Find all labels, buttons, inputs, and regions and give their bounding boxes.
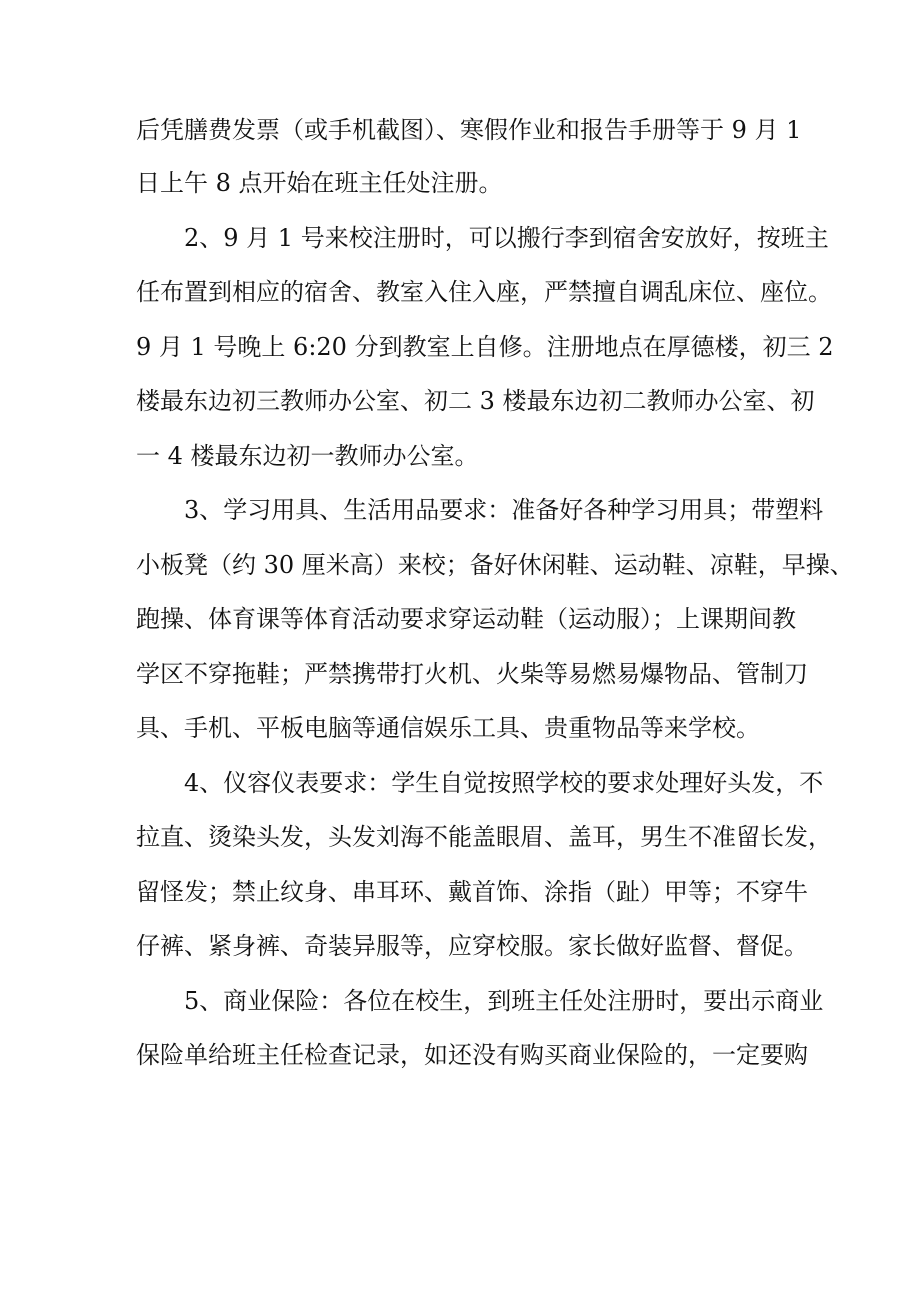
text-line: 一 4 楼最东边初一教师办公室。	[136, 441, 479, 470]
text-line: 学区不穿拖鞋；严禁携带打火机、火柴等易燃易爆物品、管制刀	[136, 659, 808, 688]
text-line: 楼最东边初三教师办公室、初二 3 楼最东边初二教师办公室、初	[136, 387, 815, 415]
text-line: 具、手机、平板电脑等通信娱乐工具、贵重物品等来学校。	[136, 714, 760, 742]
paragraph-start-line: 5、商业保险：各位在校生，到班主任处注册时，要出示商业	[184, 986, 824, 1015]
text-line: 9 月 1 号晚上 6:20 分到教室上自修。注册地点在厚德楼，初三 2	[136, 332, 834, 361]
document-body	[136, 104, 854, 1083]
text-line: 小板凳（约 30 厘米高）来校；备好休闲鞋、运动鞋、凉鞋，早操、	[136, 550, 854, 579]
text-line: 后凭膳费发票（或手机截图）、寒假作业和报告手册等于 9 月 1	[136, 116, 802, 144]
text-line: 跑操、体育课等体育活动要求穿运动鞋（运动服）；上课期间教	[136, 605, 796, 633]
text-line: 日上午 8 点开始在班主任处注册。	[136, 169, 503, 197]
paragraph-start-line: 3、学习用具、生活用品要求：准备好各种学习用具；带塑料	[184, 496, 824, 524]
text-line: 拉直、烫染头发，头发刘海不能盖眼眉、盖耳，男生不准留长发，	[136, 823, 832, 851]
text-line: 仔裤、紧身裤、奇装异服等，应穿校服。家长做好监督、督促。	[136, 932, 808, 960]
text-line: 留怪发；禁止纹身、串耳环、戴首饰、涂指（趾）甲等；不穿牛	[136, 877, 808, 906]
paragraph-start-line: 2、9 月 1 号来校注册时，可以搬行李到宿舍安放好，按班主	[184, 223, 829, 252]
paragraph-start-line: 4、仪容仪表要求：学生自觉按照学校的要求处理好头发，不	[184, 768, 824, 797]
text-line: 任布置到相应的宿舍、教室入住入座，严禁擅自调乱床位、座位。	[136, 278, 832, 306]
text-line: 保险单给班主任检查记录，如还没有购买商业保险的，一定要购	[136, 1041, 808, 1069]
